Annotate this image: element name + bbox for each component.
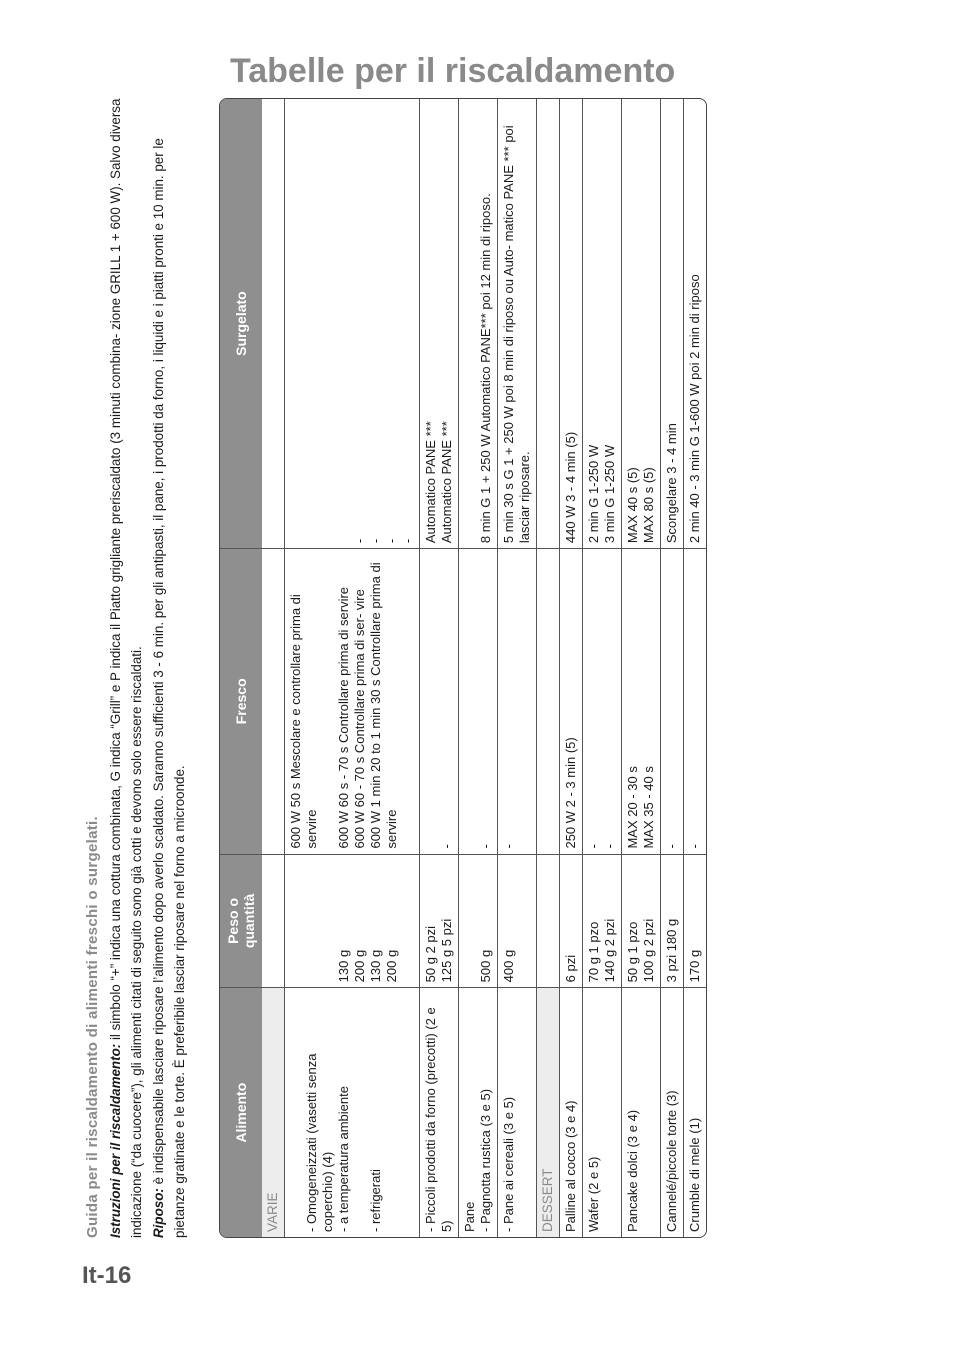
cell-fresco: 600 W 50 s Mescolare e controllare prima di servire 600 W 60 s - 70 s Controllare prima di servire 600 W 60 - 70 s Controllare prima di ser- vire 600 W 1 min 20 to 1 min 30 s Controllare prima di servire bbox=[285, 548, 420, 853]
cell-peso: 170 g bbox=[684, 854, 706, 988]
table-row bbox=[583, 99, 622, 1237]
section-label-varie: VARIE bbox=[262, 987, 285, 1237]
table-row bbox=[684, 99, 706, 1237]
cell-fresco: - bbox=[420, 548, 459, 853]
cell-peso: 130 g 200 g 130 g 200 g bbox=[285, 854, 420, 988]
section-row-varie bbox=[262, 99, 285, 1237]
riposo-label: Riposo: bbox=[150, 1188, 166, 1238]
cell-alimento: Pancake dolci (3 e 4) bbox=[622, 987, 661, 1237]
cell-alimento: - Piccoli prodotti da forno (precotti) (2 e 5) bbox=[420, 987, 459, 1237]
cell-peso: 50 g 1 pzo 100 g 2 pzi bbox=[622, 854, 661, 988]
header-peso: Peso o quantità bbox=[220, 854, 262, 988]
intro-block bbox=[82, 98, 191, 1238]
table-row bbox=[285, 99, 420, 1237]
cell-fresco: - - bbox=[583, 548, 622, 853]
cell-fresco: - bbox=[459, 548, 498, 853]
cell-fresco: MAX 20 - 30 s MAX 35 - 40 s bbox=[622, 548, 661, 853]
cell-surgelato: 2 min G 1-250 W 3 min G 1-250 W bbox=[583, 99, 622, 548]
cell-alimento: Wafer (2 e 5) bbox=[583, 987, 622, 1237]
cell-peso: 400 g bbox=[498, 854, 537, 988]
cell-fresco: 250 W 2 - 3 min (5) bbox=[560, 548, 583, 853]
cell-surgelato: Scongelare 3 - 4 min bbox=[661, 99, 684, 548]
cell-fresco: - bbox=[498, 548, 537, 853]
table-row bbox=[560, 99, 583, 1237]
rotated-content bbox=[82, 88, 852, 1238]
table-row bbox=[420, 99, 459, 1237]
cell-surgelato: 2 min 40 - 3 min G 1-600 W poi 2 min di riposo bbox=[687, 274, 702, 544]
header-fresco: Fresco bbox=[220, 548, 262, 853]
table-header-row bbox=[220, 99, 262, 1237]
page-title: Tabelle per il riscaldamento bbox=[230, 52, 676, 90]
header-surgelato: Surgelato bbox=[220, 99, 262, 548]
cell-peso: 70 g 1 pzo 140 g 2 pzi bbox=[583, 854, 622, 988]
cell-peso: 3 pzi 180 g bbox=[661, 854, 684, 988]
cell-surgelato: Automatico PANE *** Automatico PANE *** bbox=[420, 99, 459, 548]
cell-surgelato: 440 W 3 - 4 min (5) bbox=[560, 99, 583, 548]
cell-alimento: Cannelé/piccole torte (3) bbox=[661, 987, 684, 1237]
cell-alimento: - Omogeneizzati (vasetti senza coperchio) (4) - a temperatura ambiente - refrigerati bbox=[285, 987, 420, 1237]
istruzioni-text: il simbolo “+” indica una cottura combinata, G indica “Grill” e P indica il Piatto grigliante preriscaldato (3 minuti combina- zione GRILL 1 + 600 W). Salvo diversa indicazione (“da cuocere”), gli alimenti citati di seguito sono già cotti e devono solo essere riscaldati. bbox=[107, 98, 144, 1238]
istruzioni-label: Istruzioni per il riscaldamento: bbox=[107, 1043, 123, 1238]
section-row-dessert bbox=[537, 99, 560, 1237]
heating-table bbox=[219, 98, 707, 1238]
cell-peso: 50 g 2 pzi 125 g 5 pzi bbox=[420, 854, 459, 988]
cell-fresco: - bbox=[684, 548, 706, 853]
cell-alimento: Crumble di mele (1) bbox=[684, 987, 706, 1237]
cell-surgelato: MAX 40 s (5) MAX 80 s (5) bbox=[622, 99, 661, 548]
intro-riposo bbox=[148, 98, 191, 1238]
cell-peso: 6 pzi bbox=[560, 854, 583, 988]
page-number: It-16 bbox=[82, 1262, 132, 1289]
cell-fresco: - bbox=[661, 548, 684, 853]
intro-istruzioni bbox=[105, 98, 148, 1238]
table-row bbox=[459, 99, 498, 1237]
section-label-dessert: DESSERT bbox=[537, 987, 560, 1237]
table-row bbox=[498, 99, 537, 1237]
header-alimento: Alimento bbox=[220, 987, 262, 1237]
intro-subtitle: Guida per il riscaldamento di alimenti freschi o surgelati. bbox=[84, 816, 101, 1238]
riposo-text: è indispensabile lasciare riposare l’alimento dopo averlo scaldato. Saranno sufficienti 3 - 6 min. per gli antipasti, il pane, i prodotti da forno, i liquidi e i piatti pronti e 10 min. per le pietanze gratinate e le torte. È preferibile lasciar riposare nel forno a microonde. bbox=[150, 138, 187, 1238]
cell-peso: 500 g bbox=[459, 854, 498, 988]
cell-alimento: Palline al cocco (3 e 4) bbox=[560, 987, 583, 1237]
table-row bbox=[661, 99, 684, 1237]
cell-surgelato: 5 min 30 s G 1 + 250 W poi 8 min di riposo ou Auto- matico PANE *** poi lasciar riposare. bbox=[498, 99, 537, 548]
table-row bbox=[622, 99, 661, 1237]
cell-alimento: Pane - Pagnotta rustica (3 e 5) bbox=[459, 987, 498, 1237]
cell-alimento: - Pane ai cereali (3 e 5) bbox=[498, 987, 537, 1237]
cell-surgelato: - - - - bbox=[285, 99, 420, 548]
cell-surgelato: 8 min G 1 + 250 W Automatico PANE*** poi 12 min di riposo. bbox=[459, 99, 498, 548]
